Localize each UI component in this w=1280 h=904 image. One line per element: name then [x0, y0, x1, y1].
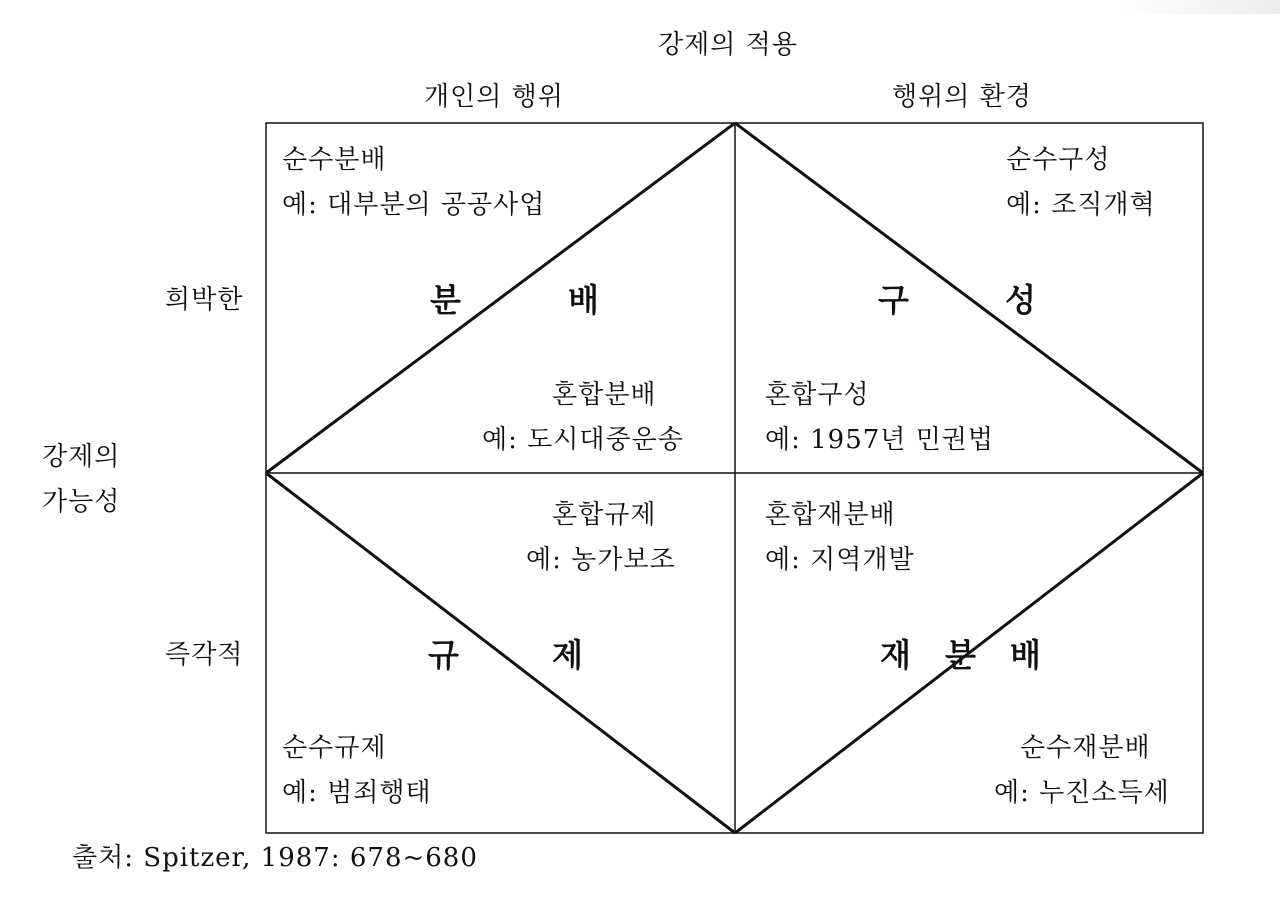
row-label-remote: 희박한 [165, 285, 244, 315]
policy-name-redistribution-char3: 배 [1010, 636, 1041, 674]
policy-name-regulation-char2: 제 [552, 636, 583, 674]
column-label-individual: 개인의 행위 [424, 82, 564, 112]
source-citation: 출처: Spitzer, 1987: 678~680 [72, 843, 478, 873]
pure-redistribution-label: 순수재분배 [1020, 733, 1151, 763]
side-axis-title-line1: 강제의 [42, 442, 121, 472]
pure-constituent-example: 예: 조직개혁 [1006, 190, 1156, 220]
mixed-distribution-label: 혼합분배 [552, 380, 657, 410]
policy-name-regulation-char1: 규 [428, 636, 459, 674]
pure-distribution-label: 순수분배 [282, 145, 387, 175]
mixed-regulation-label: 혼합규제 [552, 500, 657, 530]
mixed-redistribution-example: 예: 지역개발 [765, 545, 915, 575]
pure-regulation-label: 순수규제 [282, 733, 387, 763]
mixed-distribution-example: 예: 도시대중운송 [482, 425, 684, 455]
policy-name-distribution-char2: 배 [568, 281, 599, 319]
mixed-constituent-example: 예: 1957년 민권법 [765, 425, 995, 455]
top-axis-title: 강제의 적용 [658, 30, 798, 60]
pure-constituent-label: 순수구성 [1006, 145, 1111, 175]
side-axis-title-line2: 가능성 [42, 487, 121, 517]
policy-name-constituent-char1: 구 [878, 281, 909, 319]
policy-name-constituent-char2: 성 [1005, 281, 1036, 319]
pure-distribution-example: 예: 대부분의 공공사업 [282, 190, 546, 220]
row-label-immediate: 즉각적 [165, 640, 244, 670]
diamond-edge-top-left [266, 123, 735, 473]
policy-name-redistribution-char2: 분 [945, 636, 976, 674]
mixed-redistribution-label: 혼합재분배 [765, 500, 896, 530]
policy-name-distribution-char1: 분 [430, 281, 461, 319]
policy-name-redistribution-char1: 재 [880, 636, 911, 674]
mixed-constituent-label: 혼합구성 [765, 380, 870, 410]
diamond-edge-top-right [735, 123, 1203, 473]
mixed-regulation-example: 예: 농가보조 [526, 545, 676, 575]
column-label-environment: 행위의 환경 [892, 82, 1032, 112]
pure-redistribution-example: 예: 누진소득세 [994, 778, 1170, 808]
pure-regulation-example: 예: 범죄행태 [282, 778, 432, 808]
